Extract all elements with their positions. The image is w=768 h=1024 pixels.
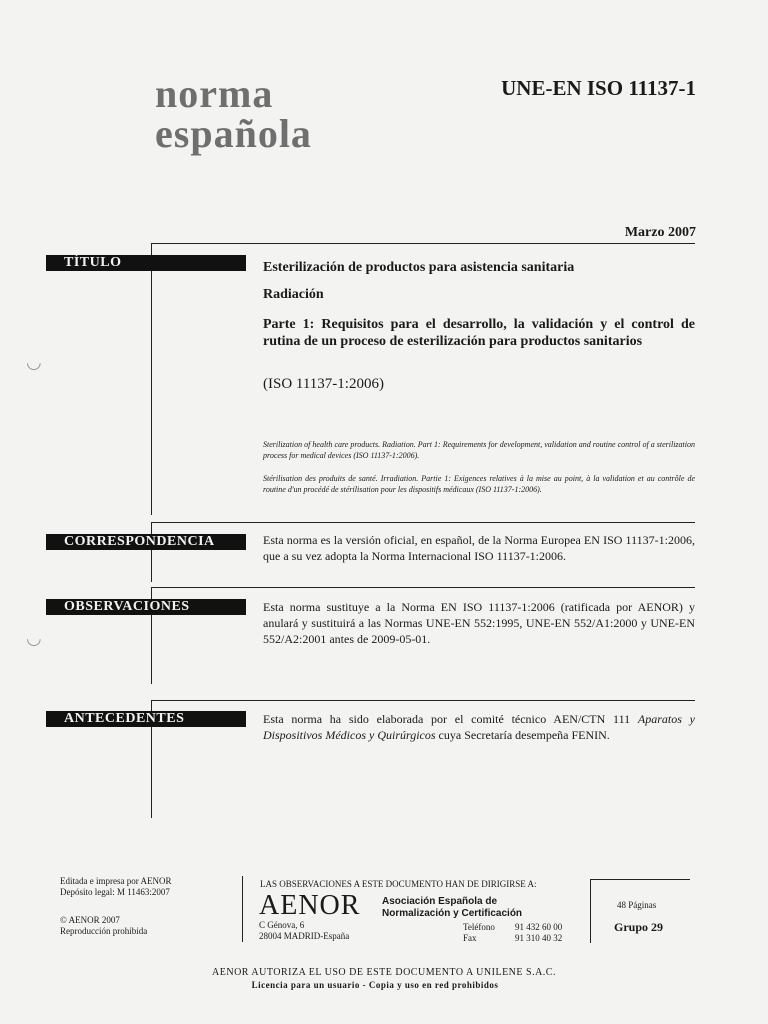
observaciones-text: Esta norma sustituye a la Norma EN ISO 11137-1:2006 (ratificada por AENOR) y anulará y sustituirá a las Normas UNE-EN 552:1995, UNE-EN 552/A1:2000 y UNE-EN 552/A2:2001 antes de 2009-05-01. bbox=[263, 600, 695, 646]
address-street: C Génova, 6 bbox=[259, 920, 305, 930]
antecedentes-text bbox=[263, 711, 695, 743]
antecedentes-text-end: cuya Secretaría desempeña FENIN. bbox=[435, 728, 610, 742]
observaciones-label: OBSERVACIONES bbox=[46, 599, 246, 615]
phone-label: Teléfono bbox=[463, 922, 495, 932]
french-title: Stérilisation des produits de santé. Irradiation. Partie 1: Exigences relatives à la mise au point, à la validation et au contrôle de routine d'un procédé de stérilisation pour les dispositifs médicaux (ISO 11137-1:2006). bbox=[263, 474, 695, 494]
document-title: Esterilización de productos para asistencia sanitaria bbox=[263, 260, 575, 275]
legal-deposit: Depósito legal: M 11463:2007 bbox=[60, 887, 170, 897]
license-line-1: AENOR AUTORIZA EL USO DE ESTE DOCUMENTO A UNILENE S.A.C. bbox=[212, 967, 556, 978]
edition-info bbox=[60, 876, 171, 898]
fax-label: Fax bbox=[463, 933, 477, 943]
footer-box-top-rule bbox=[590, 879, 690, 880]
footer-divider-left bbox=[242, 876, 243, 942]
punch-hole-mark: ◡ bbox=[26, 628, 42, 648]
correspondencia-label: CORRESPONDENCIA bbox=[46, 534, 246, 550]
phone-number: 91 432 60 00 bbox=[515, 922, 563, 932]
standard-number: UNE-EN ISO 11137-1 bbox=[501, 76, 696, 100]
english-title: Sterilization of health care products. Radiation. Part 1: Requirements for development, validation and routine control of a sterilization process for medical devices (ISO 11137-1:2006). bbox=[263, 440, 695, 460]
observations-address-header: LAS OBSERVACIONES A ESTE DOCUMENTO HAN DE DIRIGIRSE A: bbox=[260, 879, 537, 889]
publication-date: Marzo 2007 bbox=[624, 225, 696, 240]
logo-line-2: española bbox=[155, 111, 312, 156]
copyright-info bbox=[60, 915, 147, 937]
reproduction-notice: Reproducción prohibida bbox=[60, 926, 148, 936]
punch-hole-mark: ◡ bbox=[26, 352, 42, 372]
correspondencia-vertical-rule bbox=[151, 522, 152, 582]
aenor-name-line-1: Asociación Española de bbox=[382, 896, 498, 907]
page-count: 48 Páginas bbox=[617, 900, 657, 910]
address-city: 28004 MADRID-España bbox=[259, 931, 350, 941]
aenor-address bbox=[259, 920, 349, 942]
observaciones-top-rule bbox=[151, 587, 695, 588]
aenor-logo: AENOR bbox=[259, 890, 361, 921]
aenor-name-line-2: Normalización y Certificación bbox=[382, 908, 523, 919]
aenor-full-name bbox=[382, 896, 522, 920]
fax-number: 91 310 40 32 bbox=[515, 933, 563, 943]
footer-divider-right bbox=[590, 879, 591, 943]
correspondencia-text: Esta norma es la versión oficial, en español, de la Norma Europea EN ISO 11137-1:2006, que a su vez adopta la Norma Internacional ISO 11137-1:2006. bbox=[263, 533, 695, 563]
document-subtitle: Radiación bbox=[263, 287, 324, 302]
contact-numbers bbox=[515, 922, 562, 944]
iso-reference: (ISO 11137-1:2006) bbox=[263, 376, 384, 392]
copyright: © AENOR 2007 bbox=[60, 915, 120, 925]
titulo-top-rule bbox=[151, 243, 695, 244]
correspondencia-top-rule bbox=[151, 522, 695, 523]
antecedentes-top-rule bbox=[151, 700, 695, 701]
logo-line-1: norma bbox=[155, 71, 274, 116]
contact-labels bbox=[463, 922, 495, 944]
norma-espanola-logo bbox=[155, 71, 312, 156]
antecedentes-label: ANTECEDENTES bbox=[46, 711, 246, 727]
titulo-label: TÍTULO bbox=[46, 255, 246, 271]
committee-name: Aparatos y Dispositivos Médicos y Quirúrgicos bbox=[263, 712, 695, 742]
edited-by: Editada e impresa por AENOR bbox=[60, 876, 172, 886]
antecedentes-text-start: Esta norma ha sido elaborada por el comité técnico AEN/CTN 111 bbox=[263, 712, 638, 726]
price-group: Grupo 29 bbox=[614, 920, 664, 934]
titulo-vertical-rule bbox=[151, 243, 152, 515]
license-line-2: Licencia para un usuario - Copia y uso en red prohibidos bbox=[251, 980, 499, 990]
document-part: Parte 1: Requisitos para el desarrollo, la validación y el control de rutina de un proceso de esterilización para productos sanitarios bbox=[263, 317, 695, 349]
